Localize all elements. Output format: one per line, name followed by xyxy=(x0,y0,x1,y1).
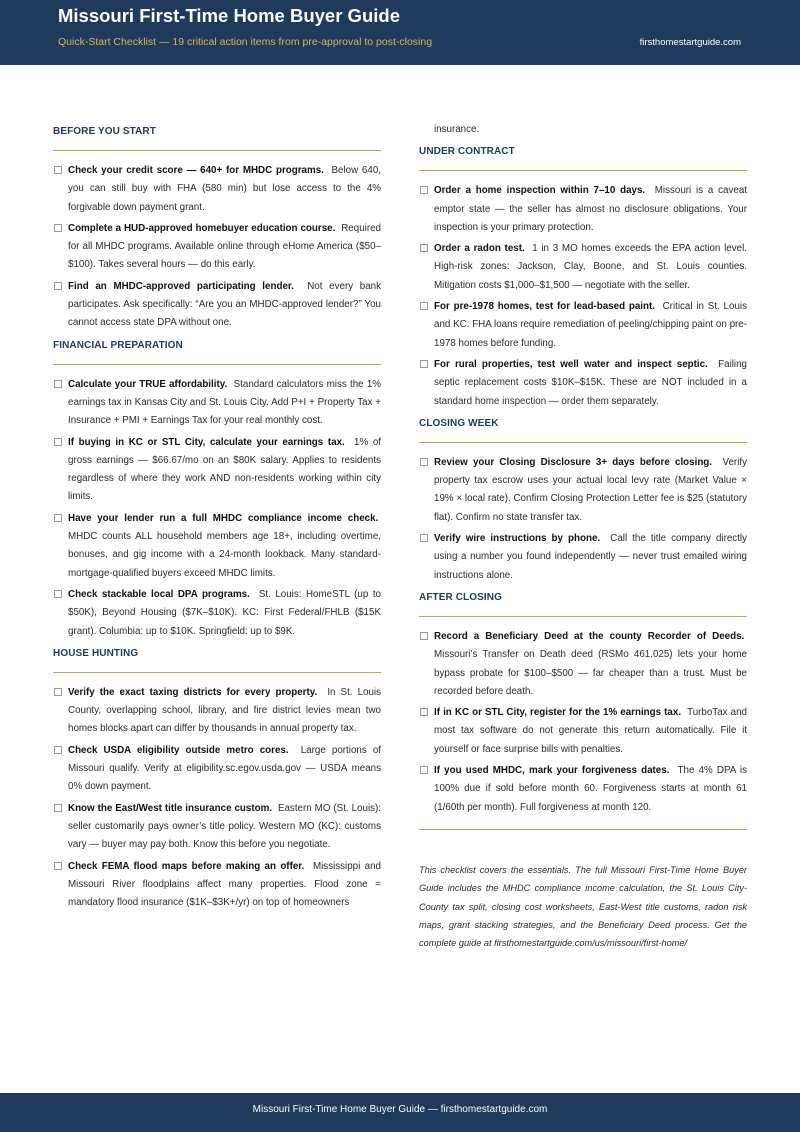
checklist-item xyxy=(53,510,381,583)
section-house-hunting xyxy=(53,646,381,913)
item-text: MHDC counts ALL household members age 18+, including overtime, bonuses, and gig income with a 24-month lookback. Many standard-mortgage-qualified buyers exceed MHDC limits. xyxy=(68,531,381,579)
page-header xyxy=(0,0,800,65)
section-under-contract xyxy=(419,144,747,411)
section-title: FINANCIAL PREPARATION xyxy=(53,339,183,351)
checkbox-icon[interactable] xyxy=(420,534,428,542)
checkbox-icon[interactable] xyxy=(54,688,62,696)
checklist-item xyxy=(419,628,747,701)
item-lead: Order a radon test. xyxy=(434,243,525,255)
checkbox-icon[interactable] xyxy=(420,458,428,466)
section-title: AFTER CLOSING xyxy=(419,591,502,603)
checkbox-icon[interactable] xyxy=(420,766,428,774)
checkbox-icon[interactable] xyxy=(54,224,62,232)
section-closing-week xyxy=(419,416,747,585)
checkbox-icon[interactable] xyxy=(420,186,428,194)
checklist-item xyxy=(53,434,381,507)
item-text: Eastern MO (St. Louis): seller customarily pays owner’s title policy. Western MO (KC): customs vary — buyer may pay both. Know this before you negotiate. xyxy=(68,802,382,851)
item-text: In St. Louis County, overlapping school, library, and fire district levies mean two homes blocks apart can differ by thousands in annual property tax. xyxy=(68,686,382,735)
checkbox-icon[interactable] xyxy=(420,302,428,310)
checklist-item xyxy=(53,278,381,333)
item-lead: Review your Closing Disclosure 3+ days before closing. xyxy=(434,456,713,468)
item-text: Mississippi and Missouri River floodplains affect many properties. Flood zone = mandatory flood insurance ($1K–$3K+/yr) on top of homeowners xyxy=(68,860,381,909)
item-lead: Check stackable local DPA programs. xyxy=(68,588,250,600)
item-text: Call the title company directly using a number you found independently — never trust emailed wiring instructions alone. xyxy=(434,533,747,581)
checklist-item xyxy=(419,298,747,353)
item-text: The 4% DPA is 100% due if sold before month 60. Forgiveness starts at month 61 (1/60th per month). Full forgiveness at month 120. xyxy=(434,765,747,813)
section-title: UNDER CONTRACT xyxy=(419,146,515,158)
page-subtitle: Quick-Start Checklist — 19 critical action items from pre-approval to post-closing xyxy=(58,36,433,48)
checkbox-icon[interactable] xyxy=(54,746,62,754)
item-text: Failing septic replacement costs $10K–$15K. These are NOT included in a standard home inspection — order them separately. xyxy=(434,358,748,407)
checkbox-icon[interactable] xyxy=(54,380,62,388)
item-text: Missouri is a caveat emptor state — the seller has almost no disclosure obligations. Your inspection is your primary protection. xyxy=(434,185,747,233)
section-title: BEFORE YOU START xyxy=(53,126,156,137)
checklist-item xyxy=(419,530,747,585)
section-before-you-start xyxy=(53,124,381,333)
item-text: Not every bank participates. Ask specifically: “Are you an MHDC-approved lender?” You cannot access state DPA without one. xyxy=(68,280,382,329)
item-lead: Have your lender run a full MHDC compliance income check. xyxy=(68,512,379,524)
item-text: 1 in 3 MO homes exceeds the EPA action level. High-risk zones: Jackson, Clay, Boone, and St. Louis counties. Mitigation costs $1,000–$1,500 — negotiate with the seller. xyxy=(434,243,747,291)
item-text: Critical in St. Louis and KC. FHA loans require remediation of peeling/chipping paint on pre-1978 homes before funding. xyxy=(434,301,747,349)
left-column xyxy=(53,124,381,917)
checkbox-icon[interactable] xyxy=(54,166,62,174)
item-lead: Find an MHDC-approved participating lender. xyxy=(68,280,294,292)
item-text: Standard calculators miss the 1% earnings tax in Kansas City and St. Louis City. Add P+I + Property Tax + Insurance + PMI + Earnings Tax for your real monthly cost. xyxy=(68,378,382,427)
item-lead: Complete a HUD-approved homebuyer education course. xyxy=(68,222,336,234)
item-lead: Check USDA eligibility outside metro cores. xyxy=(68,744,289,756)
item-lead: Verify the exact taxing districts for every property. xyxy=(68,686,318,698)
item-lead: Check FEMA flood maps before making an offer. xyxy=(68,860,305,872)
item-lead: Verify wire instructions by phone. xyxy=(434,533,601,545)
page-title: Missouri First-Time Home Buyer Guide xyxy=(58,5,400,26)
item-text: Required for all MHDC programs. Available online through eHome America ($50–$100). Takes several hours — do this early. xyxy=(68,222,381,271)
item-lead: For rural properties, test well water and inspect septic. xyxy=(434,358,708,370)
section-after-closing xyxy=(419,590,747,817)
section-title: HOUSE HUNTING xyxy=(53,647,139,659)
checkbox-icon[interactable] xyxy=(54,282,62,290)
item-text: Below 640, you can still buy with FHA (580 min) but lose access to the 4% forgivable down payment grant. xyxy=(68,165,381,213)
checklist-item xyxy=(419,240,747,295)
item-continuation: insurance. xyxy=(434,124,480,135)
checkbox-icon[interactable] xyxy=(420,632,428,640)
checklist-item xyxy=(53,684,381,739)
section-divider xyxy=(53,364,381,365)
header-site-link[interactable]: firsthomestartguide.com xyxy=(639,37,741,48)
item-text: 1% of gross earnings — $66.67/mo on an $80K salary. Applies to residents regardless of where they work AND non-residents working within city limits. xyxy=(68,436,381,503)
item-lead: If in KC or STL City, register for the 1% earnings tax. xyxy=(434,707,682,719)
item-lead: If you used MHDC, mark your forgiveness dates. xyxy=(434,765,670,777)
checklist-item xyxy=(53,800,381,855)
checkbox-icon[interactable] xyxy=(54,590,62,598)
checkbox-icon[interactable] xyxy=(420,708,428,716)
checkbox-icon[interactable] xyxy=(54,804,62,812)
checklist-item xyxy=(419,704,747,759)
section-financial-preparation xyxy=(53,338,381,641)
right-column xyxy=(419,121,747,952)
checklist-item xyxy=(53,858,381,913)
section-title: CLOSING WEEK xyxy=(419,417,499,429)
page-footer xyxy=(0,1093,800,1132)
item-text: Missouri’s Transfer on Death deed (RSMo 461.025) lets your home bypass probate for $100–$500 — far cheaper than a trust. Must be recorded before death. xyxy=(434,649,747,697)
checklist-item xyxy=(53,586,381,641)
guide-note: This checklist covers the essentials. The full Missouri First-Time Home Buyer Guide includes the MHDC compliance income calculation, the St. Louis City-County tax split, closing cost worksheets, East-West title customs, radon risk maps, grant stacking strategies, and the Beneficiary Deed process. Get the complete guide at firsthomestartguide.com/us/missouri/first-home/ xyxy=(419,864,747,949)
section-divider xyxy=(419,170,747,171)
checklist-item xyxy=(419,182,747,237)
item-lead: Know the East/West title insurance custom. xyxy=(68,802,273,814)
checklist-item xyxy=(419,762,747,817)
checklist-item xyxy=(53,742,381,797)
note-divider xyxy=(419,829,747,830)
checkbox-icon[interactable] xyxy=(54,514,62,522)
section-divider xyxy=(419,616,747,617)
item-text: TurboTax and most tax software do not generate this return automatically. File it yourself or face surprise bills with penalties. xyxy=(434,707,747,755)
item-text: Verify property tax escrow uses your actual local levy rate (Market Value × 19% × local rate). Confirm Closing Protection Letter fee is $25 (statutory flat). Confirm no state transfer tax. xyxy=(434,456,747,523)
checklist-item xyxy=(419,454,747,527)
checklist-item xyxy=(53,162,381,217)
item-lead: If buying in KC or STL City, calculate your earnings tax. xyxy=(68,436,345,448)
item-text: Large portions of Missouri qualify. Verify at eligibility.sc.egov.usda.gov — USDA means 0% down payment. xyxy=(68,744,381,793)
checkbox-icon[interactable] xyxy=(420,244,428,252)
section-divider xyxy=(53,150,381,151)
section-divider xyxy=(53,672,381,673)
checkbox-icon[interactable] xyxy=(54,438,62,446)
item-lead: Calculate your TRUE affordability. xyxy=(68,378,228,390)
checklist-item xyxy=(53,376,381,431)
checklist-item xyxy=(419,356,747,411)
checklist-item xyxy=(53,220,381,275)
item-lead: Record a Beneficiary Deed at the county Recorder of Deeds. xyxy=(434,630,745,642)
checkbox-icon[interactable] xyxy=(54,862,62,870)
section-divider xyxy=(419,442,747,443)
item-lead: Order a home inspection within 7–10 days. xyxy=(434,185,646,197)
checkbox-icon[interactable] xyxy=(420,360,428,368)
item-lead: For pre-1978 homes, test for lead-based paint. xyxy=(434,301,655,313)
item-lead: Check your credit score — 640+ for MHDC programs. xyxy=(68,165,324,176)
footer-text: Missouri First-Time Home Buyer Guide — firsthomestartguide.com xyxy=(252,1104,548,1115)
item-text: St. Louis: HomeSTL (up to $50K), Beyond Housing ($7K–$10K). KC: First Federal/FHLB ($15K grant). Columbia: up to $10K. Springfield: up to $9K. xyxy=(68,588,381,637)
